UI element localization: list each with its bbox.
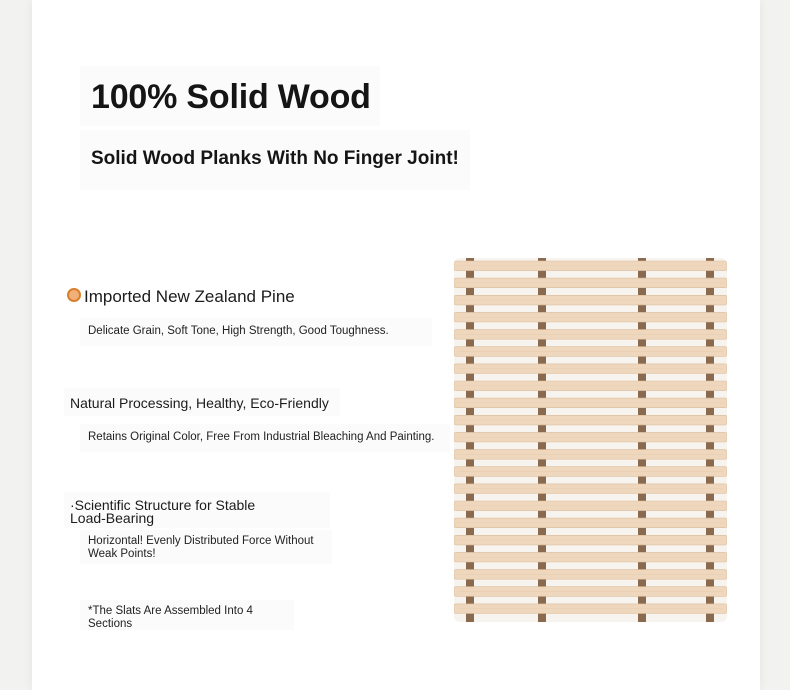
feature-title-pine: Imported New Zealand Pine xyxy=(84,287,295,306)
page-title: 100% Solid Wood xyxy=(91,78,371,116)
feature-title-natural: Natural Processing, Healthy, Eco-Friendly xyxy=(70,395,329,411)
sections-note: *The Slats Are Assembled Into 4 Sections xyxy=(88,605,253,630)
page-subtitle: Solid Wood Planks With No Finger Joint! xyxy=(91,148,459,169)
feature-bullet-icon xyxy=(67,288,81,302)
feature-title-structure: ·Scientific Structure for Stable Load-Bearing xyxy=(70,497,256,526)
feature-desc-structure: Horizontal! Evenly Distributed Force Without Weak Points! xyxy=(88,535,314,560)
feature-desc-natural: Retains Original Color, Free From Industrial Bleaching And Painting. xyxy=(88,431,435,443)
slat-drawing xyxy=(454,258,727,622)
feature-desc-pine: Delicate Grain, Soft Tone, High Strength, Good Toughness. xyxy=(88,325,389,337)
wood-slat-base-illustration xyxy=(454,258,727,622)
